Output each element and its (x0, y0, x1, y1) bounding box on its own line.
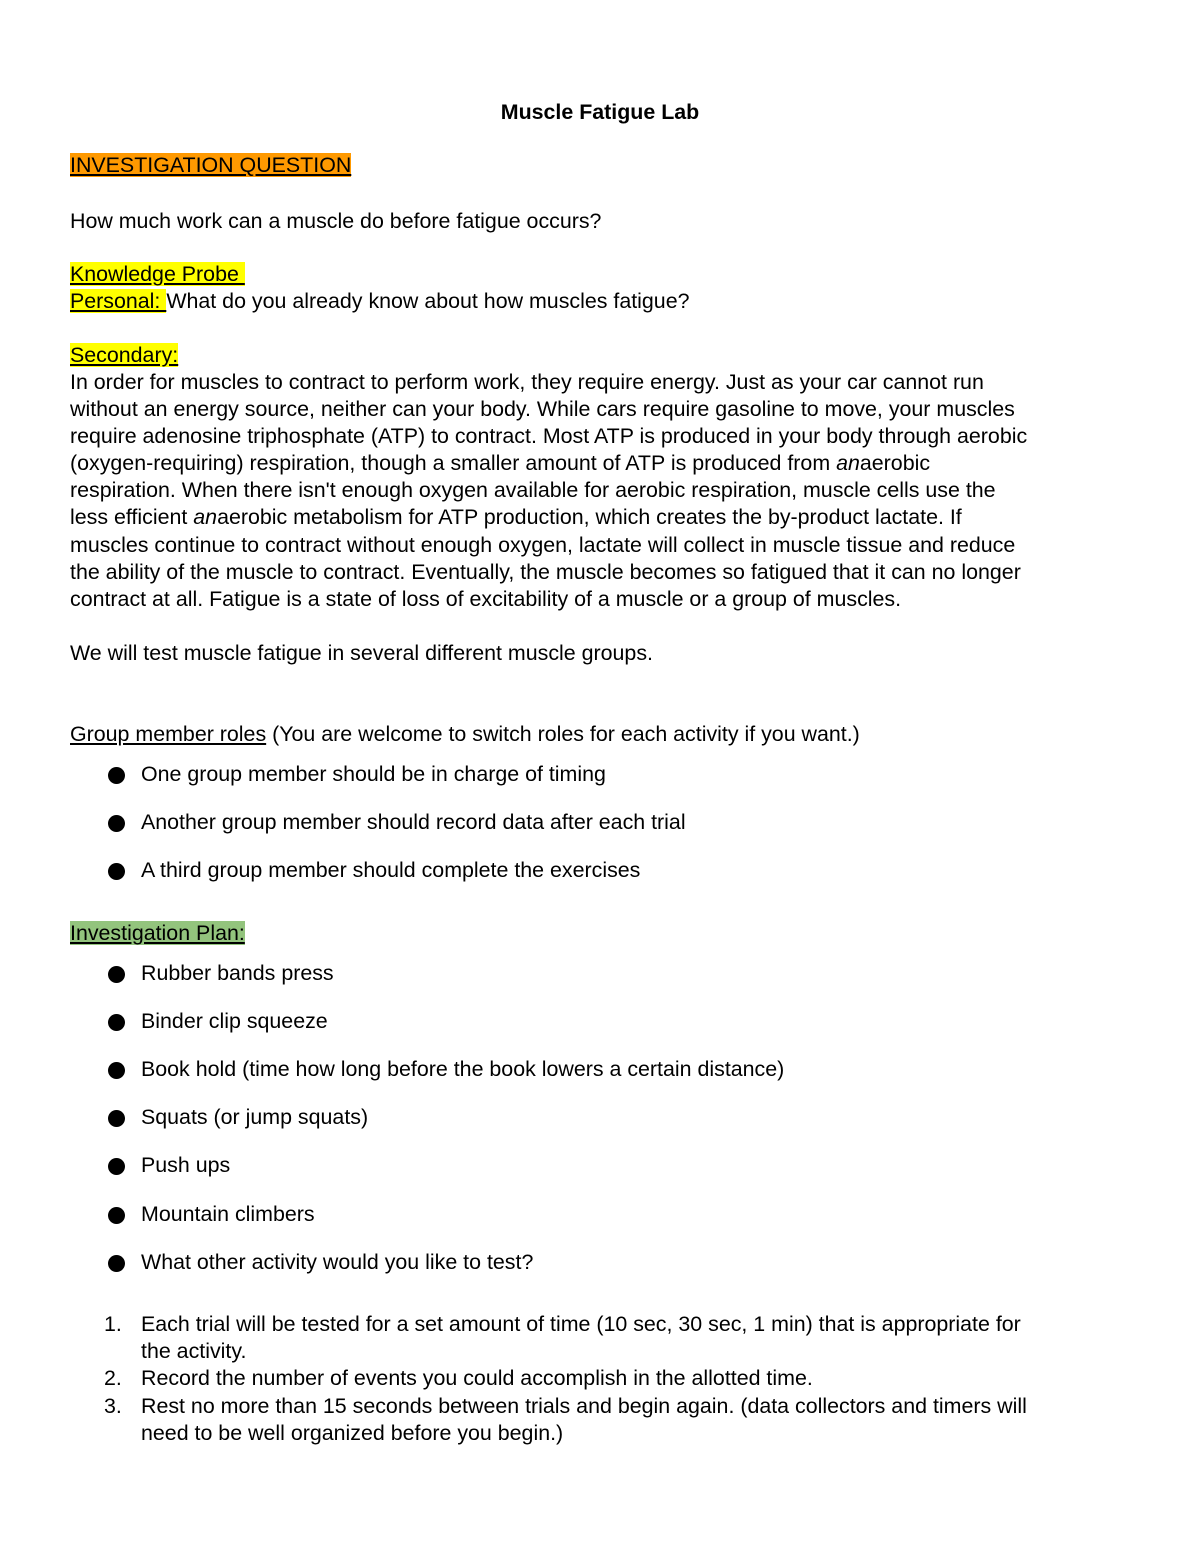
bullet-icon (108, 1255, 125, 1272)
step-number: 1. (104, 1312, 122, 1336)
secondary-closing: We will test muscle fatigue in several different muscle groups. (70, 641, 653, 665)
paragraph-line: the ability of the muscle to contract. Eventually, the muscle becomes so fatigued that it can no longer (70, 559, 1021, 584)
document-page: Muscle Fatigue Lab INVESTIGATION QUESTION How much work can a muscle do before fatigue occurs? Knowledge Probe Personal: What do you already know about how muscles fatigue? Secondary: In order for muscles to contract to perform work, they require energy. Just as your car cannot run without an energy source, neither can your body. While cars require gasoline to move, your muscles require adenosine triphosphate (ATP) to contract. Most ATP is produced in your body through aerobic (oxygen-requiring) respiration, though a smaller amount of ATP is produced from anaerobic respiration. When there isn't enough oxygen available for aerobic respiration, muscle cells use the less efficient anaerobic metabolism for ATP production, which creates the by-product lactate. If muscles continue to contract without enough oxygen, lactate will collect in muscle tissue and reduce the ability of the muscle to contract. Eventually, the muscle becomes so fatigued that it can no longer contract at all. Fatigue is a state of loss of excitability of a muscle or a group of muscles. We will test muscle fatigue in several different muscle groups. Group member roles (You are welcome to switch roles for each activity if you want.) One group member should be in charge of timing Another group member should record data after each trial A third group member should complete the exercises Investigation Plan: Rubber bands press Binder clip squeeze Book hold (time how long before the book lowers a certain distance) Squats (or jump squats) Push ups Mountain climbers What other activity would you like to test? 1. Each trial will be tested for a set amount of time (10 sec, 30 sec, 1 min) that is appropriate for the activity. 2. Record the number of events you could accomplish in the allotted time. 3. Rest no more than 15 seconds between trials and begin again. (data collectors and timers will need to be well organized before you begin.) (0, 0, 1200, 1553)
bullet-icon (108, 1158, 125, 1175)
investigation-question-text: How much work can a muscle do before fatigue occurs? (70, 209, 602, 233)
step-number: 2. (104, 1366, 122, 1390)
knowledge-probe-heading: Knowledge Probe (70, 262, 245, 286)
step-line: need to be well organized before you begin.) (141, 1421, 564, 1446)
paragraph-line: muscles continue to contract without enough oxygen, lactate will collect in muscle tissue and reduce (70, 532, 1016, 557)
personal-label: Personal: (70, 289, 167, 313)
bullet-icon (108, 1062, 125, 1079)
group-roles-heading: Group member roles (You are welcome to switch roles for each activity if you want.) (70, 722, 860, 746)
bullet-icon (108, 815, 125, 832)
paragraph-line: respiration. When there isn't enough oxygen available for aerobic respiration, muscle cells use the (70, 478, 996, 503)
page-title: Muscle Fatigue Lab (500, 100, 700, 124)
secondary-heading: Secondary: (70, 343, 179, 367)
bullet-icon (108, 966, 125, 983)
paragraph-line: require adenosine triphosphate (ATP) to contract. Most ATP is produced in your body through aerobic (70, 424, 1028, 449)
paragraph-line: contract at all. Fatigue is a state of loss of excitability of a muscle or a group of muscles. (70, 586, 902, 611)
personal-text: What do you already know about how muscles fatigue? (166, 289, 690, 313)
step-line: the activity. (141, 1339, 247, 1364)
investigation-plan-heading: Investigation Plan: (70, 921, 245, 945)
step-number: 3. (104, 1394, 122, 1418)
bullet-icon (108, 1207, 125, 1224)
bullet-icon (108, 1110, 125, 1127)
paragraph-line: less efficient anaerobic metabolism for ATP production, which creates the by-product lactate. If (70, 505, 962, 530)
secondary-paragraph (70, 369, 1140, 613)
bullet-icon (108, 767, 125, 784)
investigation-question-heading: INVESTIGATION QUESTION (70, 153, 352, 177)
bullet-icon (108, 1014, 125, 1031)
step-line: Rest no more than 15 seconds between trials and begin again. (data collectors and timers will (141, 1394, 1027, 1418)
paragraph-line: without an energy source, neither can your body. While cars require gasoline to move, your muscles (70, 397, 1015, 422)
bullet-icon (108, 863, 125, 880)
paragraph-line: (oxygen-requiring) respiration, though a smaller amount of ATP is produced from anaerobic (70, 451, 931, 476)
paragraph-line: In order for muscles to contract to perform work, they require energy. Just as your car cannot run (70, 370, 984, 394)
step-line: Each trial will be tested for a set amount of time (10 sec, 30 sec, 1 min) that is appropriate for (141, 1312, 1021, 1336)
personal-prompt (70, 288, 690, 315)
step-line: Record the number of events you could accomplish in the allotted time. (141, 1366, 813, 1390)
